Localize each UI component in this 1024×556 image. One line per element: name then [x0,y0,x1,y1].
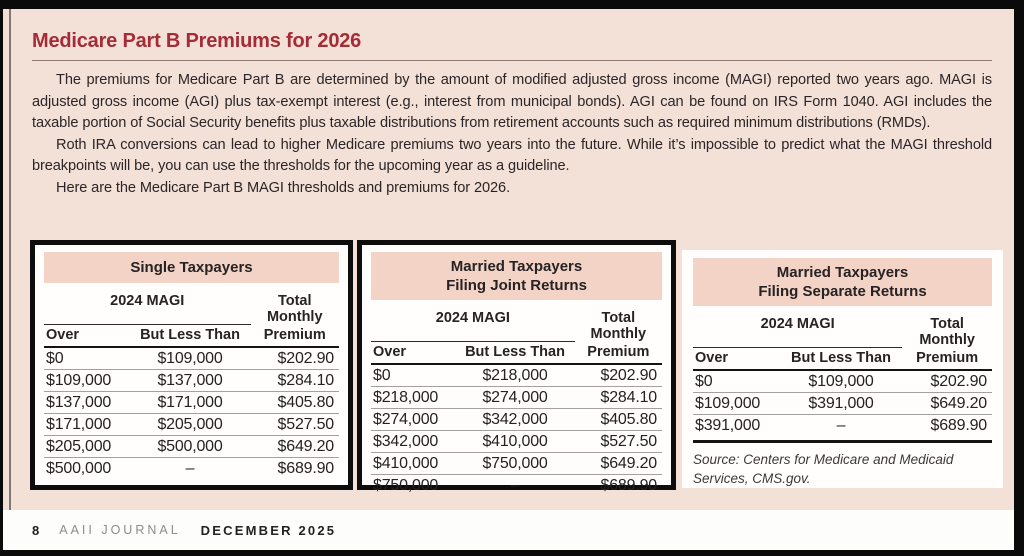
table-row [44,370,339,392]
table-body [371,365,662,497]
page-edge-shadow [9,9,11,510]
cell-premium: $649.20 [930,394,987,412]
cell-less-than: – [836,417,846,434]
table-row [371,453,662,475]
premium-table [357,240,676,494]
cell-premium: $689.90 [600,477,657,494]
cell-premium: $689.90 [930,417,987,434]
table-row [693,393,992,415]
magi-group-header: 2024 MAGI [44,293,251,325]
cell-over: $218,000 [373,388,439,406]
column-header-over: Over [695,350,729,366]
column-header-premium: Premium [916,350,979,366]
cell-less-than: $109,000 [808,372,874,390]
cell-less-than: – [185,460,195,477]
page-sheet [3,9,1014,550]
cell-premium: $202.90 [277,349,334,367]
table-title-line: Married Taxpayers [450,258,583,275]
cell-less-than: $410,000 [482,432,548,450]
cell-over: $0 [695,372,713,390]
table-title-band [371,252,662,300]
cell-less-than: $205,000 [157,415,223,433]
cell-over: $109,000 [46,371,112,389]
article-content [3,9,1014,510]
paragraph-3: Here are the Medicare Part B MAGI thresholds and premiums for 2026. [56,179,511,196]
cell-over: $750,000 [373,477,439,494]
table-body [693,371,992,437]
cell-less-than: $171,000 [157,393,223,411]
table-row [44,392,339,414]
table-row [44,436,339,458]
cell-premium: $527.50 [600,432,657,450]
table-row [44,348,339,370]
column-header-premium: Premium [263,327,326,343]
journal-name: AAII JOURNAL [59,523,181,537]
cell-premium: $689.90 [277,460,334,477]
column-header-over: Over [46,327,80,343]
cell-over: $137,000 [46,393,112,411]
table-group-header-row [693,316,992,348]
page-footer [3,510,1014,550]
column-header-over: Over [373,344,407,360]
premium-table [682,250,1003,488]
premium-table [30,240,353,490]
cell-over: $0 [373,366,391,384]
paragraph-2: Roth IRA conversions can lead to higher Medicare premiums two years into the future. While it’s impossible to predict what the MAGI threshold breakpoints will be, you can use the thresholds for the upcoming year as a guideline. [32,136,992,174]
column-header-less-than: But Less Than [465,344,565,360]
table-title-line: Filing Separate Returns [758,283,927,300]
premium-group-header: Total Monthly [590,310,647,342]
paragraph-1: The premiums for Medicare Part B are determined by the amount of modified adjusted gross income (MAGI) reported two years ago. MAGI is adjusted gross income (AGI) plus tax-exempt interest (e.g., interest from municipal bonds). AGI can be found on IRS Form 1040. AGI includes the taxable portion of Social Security benefits plus taxable distributions from retirement accounts such as required minimum distributions (RMDs). [32,72,992,131]
table-row [371,475,662,497]
table-column-header-row [693,348,992,371]
cell-over: $109,000 [695,394,761,412]
cell-premium: $284.10 [600,388,657,406]
table-row [371,387,662,409]
cell-over: $171,000 [46,415,112,433]
cell-less-than: $750,000 [482,454,548,472]
cell-less-than: – [510,477,520,494]
magi-group-header: 2024 MAGI [371,310,575,342]
cell-premium: $649.20 [277,437,334,455]
table-row [371,365,662,387]
issue-date: DECEMBER 2025 [200,522,337,538]
table-row [693,371,992,393]
cell-less-than: $109,000 [157,349,223,367]
cell-less-than: $137,000 [157,371,223,389]
article-title: Medicare Part B Premiums for 2026 [32,30,362,52]
magi-group-header: 2024 MAGI [693,316,902,348]
column-header-less-than: But Less Than [140,327,240,343]
table-title-line: Filing Joint Returns [446,277,587,294]
cell-less-than: $342,000 [482,410,548,428]
column-header-premium: Premium [587,344,650,360]
cell-over: $342,000 [373,432,439,450]
table-group-header-row [44,293,339,325]
title-divider [32,60,992,61]
table-row [371,409,662,431]
table-bottom-rule [693,440,992,443]
cell-less-than: $391,000 [808,394,874,412]
source-note: Source: Centers for Medicare and Medicaid Services, CMS.gov. [693,452,954,486]
cell-premium: $649.20 [600,454,657,472]
cell-less-than: $500,000 [157,437,223,455]
table-title-band [44,252,339,283]
premium-group-header: Total Monthly [266,293,323,325]
table-row [371,431,662,453]
cell-less-than: $218,000 [482,366,548,384]
page-number: 8 [32,522,40,538]
cell-premium: $405.80 [277,393,334,411]
cell-over: $391,000 [695,417,761,434]
table-column-header-row [371,342,662,365]
table-title-band [693,258,992,306]
cell-over: $500,000 [46,460,112,477]
table-row [44,458,339,480]
table-body [44,348,339,480]
premium-group-header: Total Monthly [919,316,975,348]
cell-premium: $202.90 [600,366,657,384]
table-column-header-row [44,325,339,348]
cell-premium: $284.10 [277,371,334,389]
column-header-less-than: But Less Than [791,350,891,366]
table-row [693,415,992,437]
table-title-line: Married Taxpayers [776,264,909,281]
cell-over: $0 [46,349,64,367]
table-row [44,414,339,436]
table-group-header-row [371,310,662,342]
cell-over: $274,000 [373,410,439,428]
cell-premium: $527.50 [277,415,334,433]
table-title-line: Single Taxpayers [130,259,253,276]
cell-premium: $405.80 [600,410,657,428]
cell-premium: $202.90 [930,372,987,390]
cell-less-than: $274,000 [482,388,548,406]
cell-over: $410,000 [373,454,439,472]
cell-over: $205,000 [46,437,112,455]
